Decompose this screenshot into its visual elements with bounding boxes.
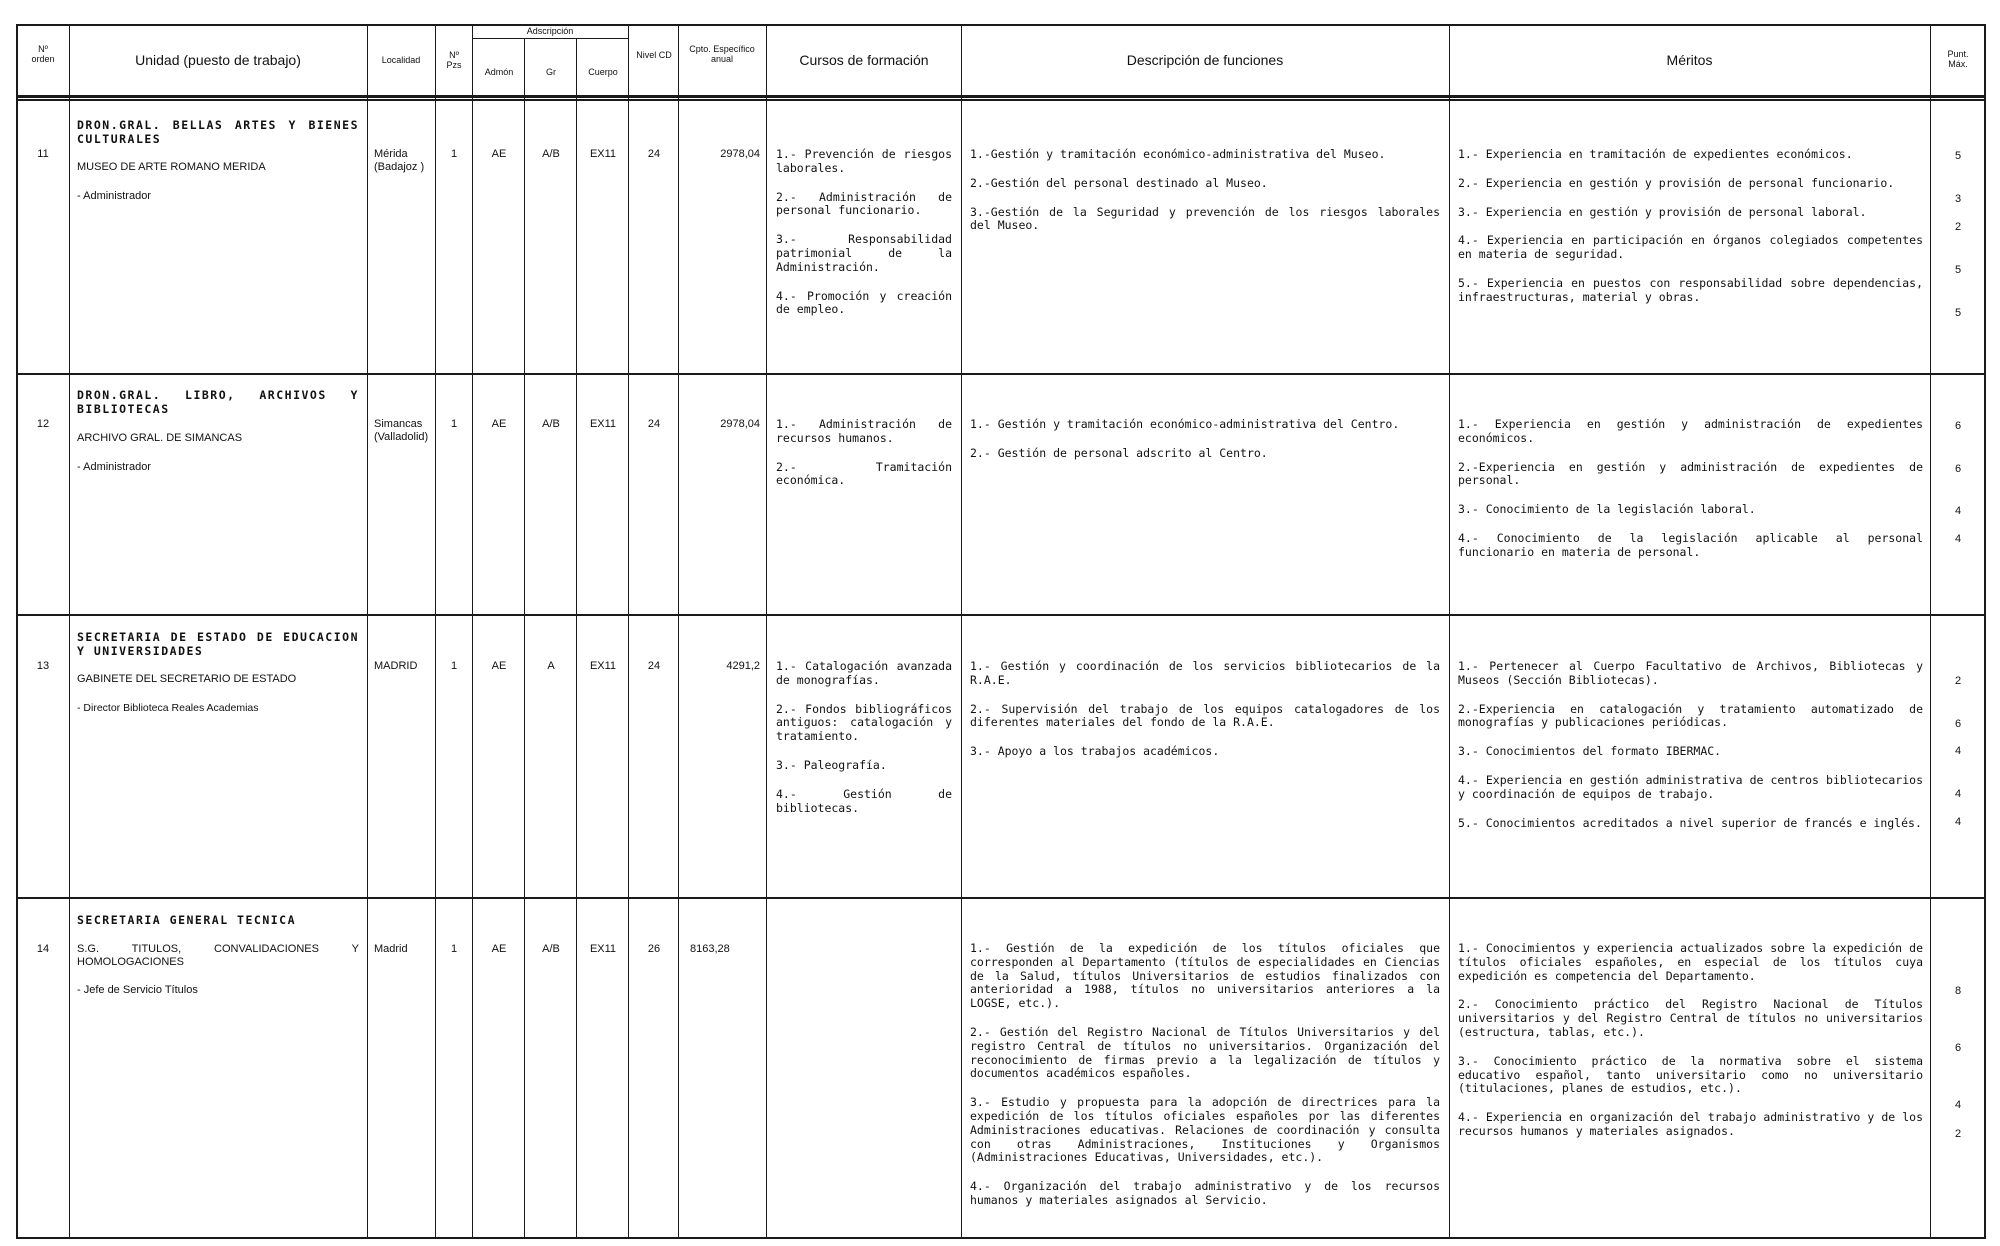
cpto-cell: 2978,04 [720, 418, 760, 430]
table-top-rule [16, 24, 1986, 26]
column-rule [435, 24, 436, 1239]
header-adscripcion: Adscripción [526, 26, 574, 36]
puesto-label: - Director Biblioteca Reales Academias [77, 702, 259, 714]
header-orden: Nº orden [31, 44, 55, 65]
punt-value: 5 [1954, 264, 1962, 276]
header-pzs: Nº Pzs [446, 50, 462, 71]
merito-item: 4.- Experiencia en gestión administrativa de centros bibliotecarios y coordinación de equipos de trabajo. [1458, 772, 1923, 801]
merito-item: 5.- Experiencia en puestos con responsabilidad sobre dependencias, infraestructuras, material y obras. [1458, 275, 1923, 304]
header-gr: Gr [546, 67, 556, 77]
curso-item: 1.- Prevención de riesgos laborales. [776, 147, 952, 175]
table-bottom-rule [16, 1237, 1986, 1239]
punt-value: 6 [1954, 463, 1962, 475]
gr-cell: A/B [542, 418, 560, 430]
cuerpo-cell: EX11 [589, 943, 617, 955]
funciones-list [970, 148, 1440, 248]
punt-value: 8 [1954, 985, 1962, 997]
header-cpto: Cpto. Específico anual [689, 44, 755, 65]
cursos-list [776, 418, 952, 503]
punt-value: 2 [1954, 221, 1962, 233]
pzs-cell: 1 [450, 418, 458, 430]
column-rule [1930, 24, 1931, 1239]
column-rule [16, 24, 18, 1239]
meritos-list [1458, 942, 1923, 1154]
admon-cell: AE [491, 660, 507, 672]
admon-cell: AE [491, 943, 507, 955]
header-admon: Admón [484, 67, 514, 77]
curso-item: 3.- Paleografía. [776, 757, 887, 772]
puesto-label: - Administrador [77, 190, 151, 202]
punt-value: 3 [1954, 193, 1962, 205]
pzs-cell: 1 [450, 943, 458, 955]
header-descripcion: Descripción de funciones [1126, 52, 1284, 68]
admon-cell: AE [491, 148, 507, 160]
direccion-heading: DRON.GRAL. LIBRO, ARCHIVOS Y BIBLIOTECAS [77, 388, 359, 416]
cuerpo-cell: EX11 [589, 418, 617, 430]
punt-value: 6 [1954, 1042, 1962, 1054]
merito-item: 2.- Conocimiento práctico del Registro Nacional de Títulos universitarios y del Registro Central de títulos no universitarios (estructura, tablas, etc.). [1458, 997, 1923, 1039]
column-rule [766, 24, 767, 1239]
punt-value: 4 [1954, 788, 1962, 800]
column-rule [524, 38, 525, 1239]
orden-cell: 12 [36, 418, 50, 430]
curso-item: 1.- Catalogación avanzada de monografías. [776, 659, 952, 687]
merito-item: 1.- Pertenecer al Cuerpo Facultativo de Archivos, Bibliotecas y Museos (Sección Bibliotecas). [1458, 659, 1923, 687]
puesto-label: - Jefe de Servicio Títulos [77, 984, 198, 996]
curso-item: 2.- Administración de personal funcionario. [776, 189, 952, 218]
funciones-list [970, 942, 1440, 1223]
meritos-list [1458, 418, 1923, 575]
row-divider [16, 897, 1986, 899]
merito-item: 1.- Experiencia en tramitación de expedientes económicos. [1458, 147, 1853, 161]
centro-label: S.G. TITULOS, CONVALIDACIONES Y HOMOLOGACIONES [77, 943, 359, 968]
nivel-cell: 24 [647, 148, 661, 160]
direccion-heading: SECRETARIA GENERAL TECNICA [77, 913, 297, 927]
header-nivel: Nivel CD [636, 50, 672, 60]
localidad-cell: MADRID [374, 660, 418, 672]
funcion-item: 4.- Organización del trabajo administrativo y de los recursos humanos y materiales asignados al Servicio. [970, 1179, 1440, 1207]
centro-label: GABINETE DEL SECRETARIO DE ESTADO [77, 673, 297, 685]
puesto-label: - Administrador [77, 461, 151, 473]
direccion-heading: DRON.GRAL. BELLAS ARTES Y BIENES CULTURALES [77, 118, 359, 146]
header-meritos: Méritos [1666, 52, 1713, 68]
funcion-item: 1.- Gestión de la expedición de los títulos oficiales que corresponden al Departamento (títulos de especialidades en Ciencias de la Salud, títulos Universitarios de estudios finalizados con anterioridad a 1988, títulos no universitarios anteriores a la LOGSE, etc.). [970, 941, 1440, 1011]
curso-item: 4.- Promoción y creación de empleo. [776, 288, 952, 317]
localidad-cell: Madrid [374, 943, 408, 955]
punt-value: 4 [1954, 816, 1962, 828]
column-rule [69, 24, 70, 1239]
column-rule [678, 24, 679, 1239]
cuerpo-cell: EX11 [589, 660, 617, 672]
cuerpo-cell: EX11 [589, 148, 617, 160]
header-punt: Punt. Máx. [1947, 49, 1969, 70]
column-rule [628, 24, 629, 1239]
row-divider [16, 373, 1986, 375]
funcion-item: 1.- Gestión y coordinación de los servicios bibliotecarios de la R.A.E. [970, 659, 1440, 687]
admon-cell: AE [491, 418, 507, 430]
curso-item: 3.- Responsabilidad patrimonial de la Administración. [776, 232, 952, 274]
cpto-cell: 4291,2 [726, 660, 760, 672]
merito-item: 2.-Experiencia en gestión y administración de expedientes de personal. [1458, 459, 1923, 488]
cpto-cell: 2978,04 [720, 148, 760, 160]
funciones-list [970, 418, 1440, 476]
orden-cell: 14 [36, 943, 50, 955]
orden-cell: 13 [36, 660, 50, 672]
funcion-item: 2.- Gestión de personal adscrito al Centro. [970, 445, 1268, 460]
punt-value: 4 [1954, 745, 1962, 757]
merito-item: 3.- Conocimiento práctico de la normativa sobre el sistema educativo español, tanto universitario como no universitario (titulaciones, planes de estudios, etc.). [1458, 1053, 1923, 1096]
column-rule [576, 38, 577, 1239]
funcion-item: 1.- Gestión y tramitación económico-administrativa del Centro. [970, 417, 1400, 431]
adscripcion-divider [472, 38, 628, 39]
curso-item: 4.- Gestión de bibliotecas. [776, 786, 952, 815]
column-rule [367, 24, 368, 1239]
column-rule [961, 24, 962, 1239]
header-localidad: Localidad [381, 55, 421, 65]
merito-item: 4.- Experiencia en participación en órganos colegiados competentes en materia de seguridad. [1458, 233, 1923, 262]
column-rule [1984, 24, 1986, 1239]
curso-item: 1.- Administración de recursos humanos. [776, 417, 952, 445]
column-rule [1449, 24, 1450, 1239]
merito-item: 5.- Conocimientos acreditados a nivel superior de francés e inglés. [1458, 815, 1922, 830]
nivel-cell: 26 [647, 943, 661, 955]
punt-value: 6 [1954, 718, 1962, 730]
merito-item: 1.- Conocimientos y experiencia actualizados sobre la expedición de títulos oficiales españoles, en especial de los títulos cuya expedición es competencia del Departamento. [1458, 941, 1923, 983]
row-divider [16, 614, 1986, 616]
centro-label: ARCHIVO GRAL. DE SIMANCAS [77, 432, 243, 444]
funcion-item: 3.- Estudio y propuesta para la adopción de directrices para la expedición de los títulos oficiales españoles por las diferentes Administraciones educativas. Relaciones de coordinación y consulta con otras Administraciones, Instituciones y Organismos (Administraciones Educativas, Universidades, etc.). [970, 1095, 1440, 1165]
punt-value: 5 [1954, 150, 1962, 162]
punt-value: 5 [1954, 307, 1962, 319]
merito-item: 3.- Conocimientos del formato IBERMAC. [1458, 744, 1722, 759]
meritos-list [1458, 660, 1923, 845]
merito-item: 3.- Conocimiento de la legislación laboral. [1458, 502, 1756, 517]
funcion-item: 1.-Gestión y tramitación económico-administrativa del Museo. [970, 147, 1386, 161]
header-bottom-rule-thick [16, 99, 1986, 101]
merito-item: 4.- Experiencia en organización del trabajo administrativo y de los recursos humanos y materiales asignados. [1458, 1110, 1923, 1138]
funcion-item: 3.-Gestión de la Seguridad y prevención de los riesgos laborales del Museo. [970, 204, 1440, 233]
punt-value: 6 [1954, 420, 1962, 432]
gr-cell: A [547, 660, 555, 672]
gr-cell: A/B [542, 943, 560, 955]
localidad-cell: Simancas (Valladolid) [374, 418, 429, 443]
column-rule [472, 24, 473, 1239]
cursos-list [776, 148, 952, 332]
punt-value: 4 [1954, 505, 1962, 517]
nivel-cell: 24 [647, 418, 661, 430]
punt-value: 2 [1954, 675, 1962, 687]
curso-item: 2.- Tramitación económica. [776, 459, 952, 488]
merito-item: 2.-Experiencia en catalogación y tratamiento automatizado de monografías y publicaciones periódicas. [1458, 701, 1923, 730]
gr-cell: A/B [542, 148, 560, 160]
curso-item: 2.- Fondos bibliográficos antiguos: catalogación y tratamiento. [776, 701, 952, 744]
merito-item: 2.- Experiencia en gestión y provisión de personal funcionario. [1458, 175, 1895, 190]
orden-cell: 11 [37, 148, 49, 160]
funcion-item: 2.-Gestión del personal destinado al Museo. [970, 175, 1268, 190]
pzs-cell: 1 [450, 660, 458, 672]
localidad-cell: Mérida (Badajoz ) [374, 148, 425, 173]
centro-label: MUSEO DE ARTE ROMANO MERIDA [77, 161, 266, 173]
merito-item: 3.- Experiencia en gestión y provisión de personal laboral. [1458, 204, 1867, 219]
merito-item: 4.- Conocimiento de la legislación aplicable al personal funcionario en materia de personal. [1458, 530, 1923, 559]
header-cuerpo: Cuerpo [588, 67, 618, 77]
meritos-list [1458, 148, 1923, 320]
merito-item: 1.- Experiencia en gestión y administración de expedientes económicos. [1458, 417, 1923, 445]
funcion-item: 2.- Supervisión del trabajo de los equipos catalogadores de los diferentes materiales del fondo de la R.A.E. [970, 701, 1440, 730]
funcion-item: 2.- Gestión del Registro Nacional de Títulos Universitarios y del registro Central de títulos no universitarios. Organización del reconocimiento de firmas previo a la legalización de títulos y documentos académicos españoles. [970, 1024, 1440, 1081]
direccion-heading: SECRETARIA DE ESTADO DE EDUCACION Y UNIVERSIDADES [77, 630, 359, 658]
header-bottom-rule [16, 95, 1986, 98]
nivel-cell: 24 [647, 660, 661, 672]
cursos-list [776, 660, 952, 830]
pzs-cell: 1 [450, 148, 458, 160]
funciones-list [970, 660, 1440, 774]
punt-value: 2 [1954, 1128, 1962, 1140]
punt-value: 4 [1954, 533, 1962, 545]
funcion-item: 3.- Apoyo a los trabajos académicos. [970, 744, 1220, 759]
header-cursos: Cursos de formación [799, 52, 929, 68]
punt-value: 4 [1954, 1099, 1962, 1111]
cpto-cell: 8163,28 [690, 943, 730, 955]
header-unidad: Unidad (puesto de trabajo) [135, 52, 301, 68]
